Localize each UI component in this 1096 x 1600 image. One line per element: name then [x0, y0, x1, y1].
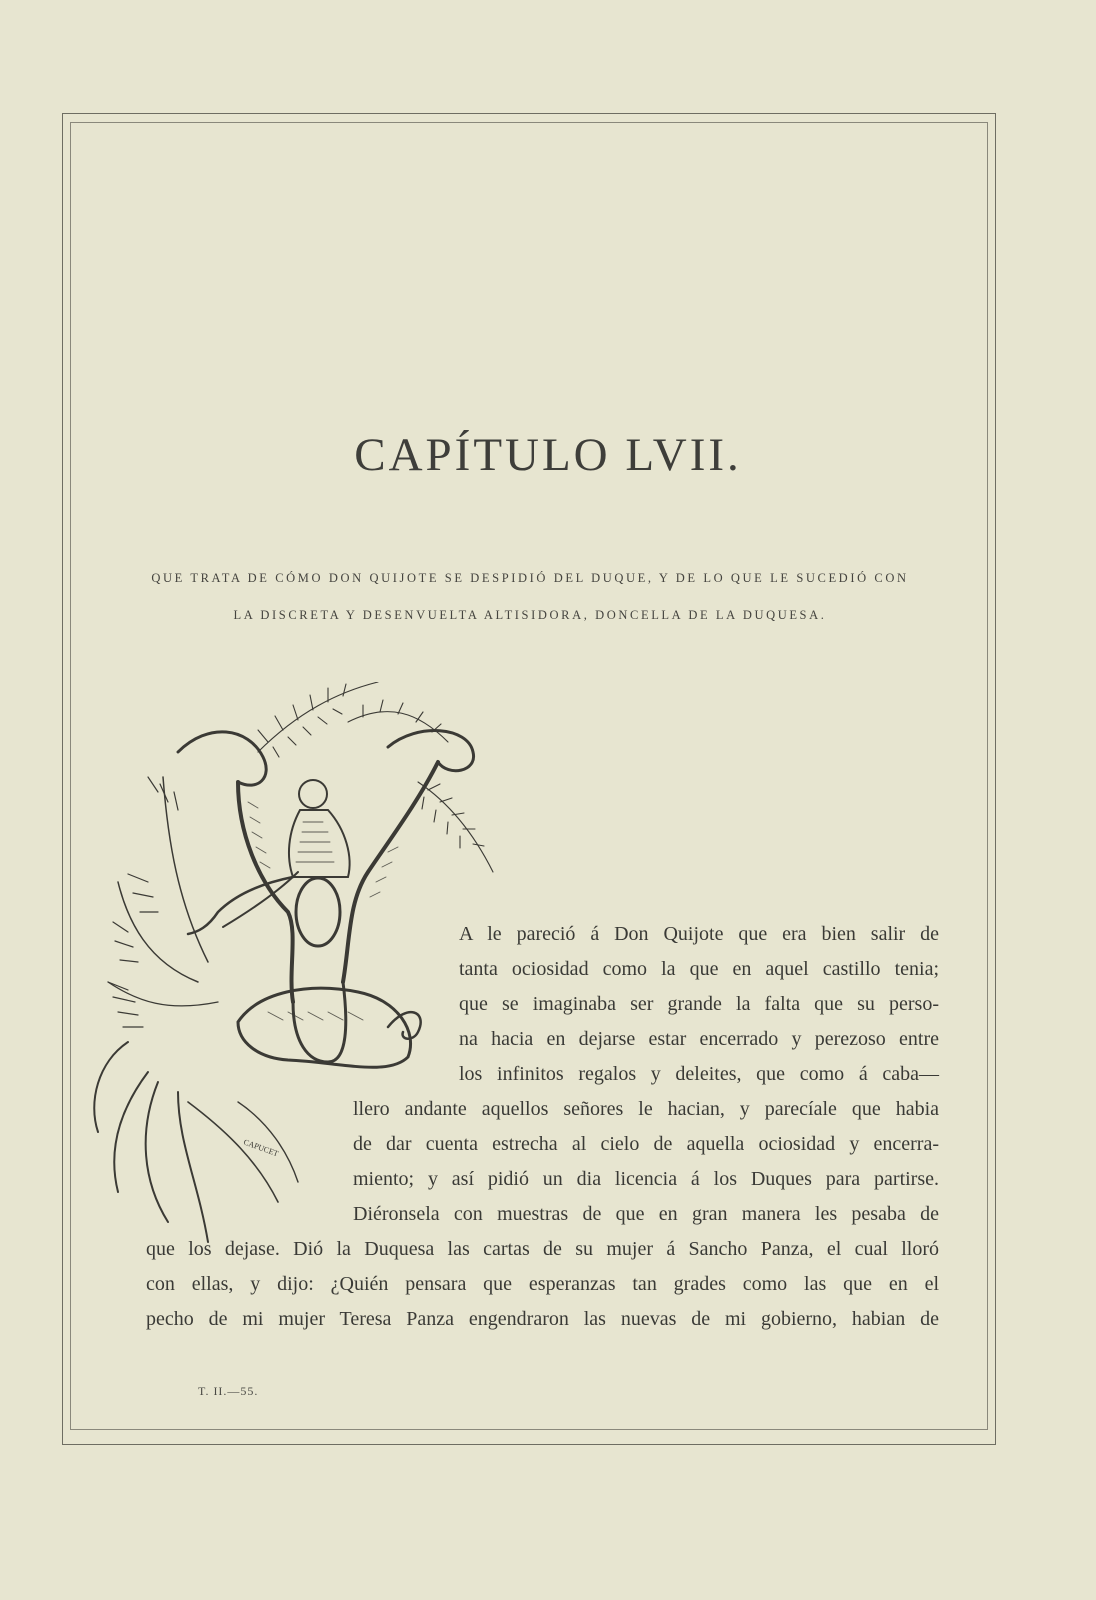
body-line: A le pareció á Don Quijote que era bien salir de: [459, 923, 939, 945]
body-line: que los dejase. Dió la Duquesa las cartas de su mujer á Sancho Panza, el cual lloró: [146, 1238, 939, 1260]
folio-signature: T. II.—55.: [198, 1384, 259, 1398]
summary-line: QUE TRATA DE CÓMO DON QUIJOTE SE DESPIDIÓ DEL DUQUE, Y DE LO QUE LE SUCEDIÓ CON: [151, 571, 909, 585]
body-line: pecho de mi mujer Teresa Panza engendraron las nuevas de mi gobierno, habian de: [146, 1308, 939, 1330]
body-line: miento; y así pidió un dia licencia á los Duques para partirse.: [353, 1168, 939, 1190]
chapter-title: CAPÍTULO LVII.: [354, 429, 742, 481]
body-line: los infinitos regalos y deleites, que como á caba—: [459, 1063, 939, 1085]
body-line: llero andante aquellos señores le hacian, y parecíale que habia: [353, 1098, 939, 1120]
body-line: na hacia en dejarse estar encerrado y perezoso entre: [459, 1028, 939, 1050]
body-line: con ellas, y dijo: ¿Quién pensara que esperanzas tan grades como las que en el: [146, 1273, 939, 1295]
body-line: Diéronsela con muestras de que en gran manera les pesaba de: [353, 1203, 939, 1225]
summary-line: LA DISCRETA Y DESENVUELTA ALTISIDORA, DONCELLA DE LA DUQUESA.: [233, 608, 827, 622]
chapter-summary: [120, 560, 940, 634]
artist-signature: CAPUCET: [242, 1137, 280, 1159]
body-line: de dar cuenta estrecha al cielo de aquella ociosidad y encerra-: [353, 1133, 939, 1155]
body-line: tanta ociosidad como la que en aquel castillo tenia;: [459, 958, 939, 980]
body-line: que se imaginaba ser grande la falta que su perso-: [459, 993, 939, 1015]
